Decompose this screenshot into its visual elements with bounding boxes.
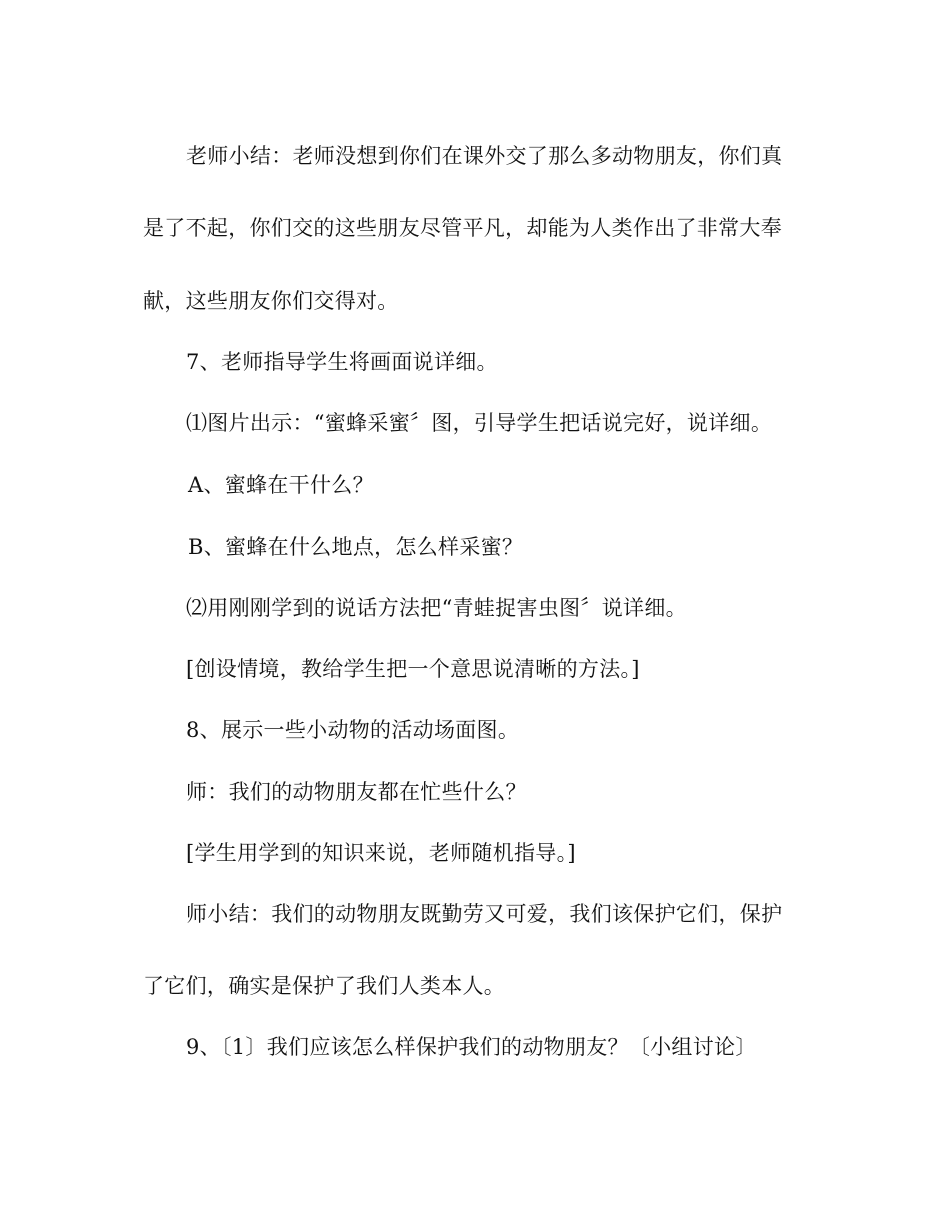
summary-paragraph-line-1: 老师小结：老师没想到你们在课外交了那么多动物朋友，你们真 (186, 144, 783, 168)
step-7-heading: 7、老师指导学生将画面说详细。 (186, 350, 498, 374)
teacher-question: 师：我们的动物朋友都在忙些什么？ (186, 780, 527, 804)
teacher-summary-line-1: 师小结：我们的动物朋友既勤劳又可爱，我们该保护它们，保护 (186, 902, 783, 926)
summary-paragraph-line-3: 献，这些朋友你们交得对。 (143, 289, 399, 313)
step-9-heading: 9、〔1〕我们应该怎么样保护我们的动物朋友？〔小组讨论〕 (186, 1035, 757, 1059)
teacher-summary-line-2: 了它们，确实是保护了我们人类本人。 (143, 974, 506, 998)
summary-paragraph-line-2: 是了不起，你们交的这些朋友尽管平凡，却能为人类作出了非常大奉 (143, 216, 782, 240)
question-a: A、蜜蜂在干什么？ (188, 473, 374, 497)
step-7-item-1: ⑴图片出示：“蜜蜂采蜜〞图，引导学生把话说完好，说详细。 (186, 411, 773, 435)
teaching-note-2: [学生用学到的知识来说，老师随机指导。] (186, 841, 576, 865)
question-b: B、蜜蜂在什么地点，怎么样采蜜？ (188, 535, 524, 559)
teaching-note-1: [创设情境，教给学生把一个意思说清晰的方法。] (186, 657, 640, 681)
step-7-item-2: ⑵用刚刚学到的说话方法把“青蛙捉害虫图〞说详细。 (186, 596, 687, 620)
step-8-heading: 8、展示一些小动物的活动场面图。 (186, 718, 520, 742)
